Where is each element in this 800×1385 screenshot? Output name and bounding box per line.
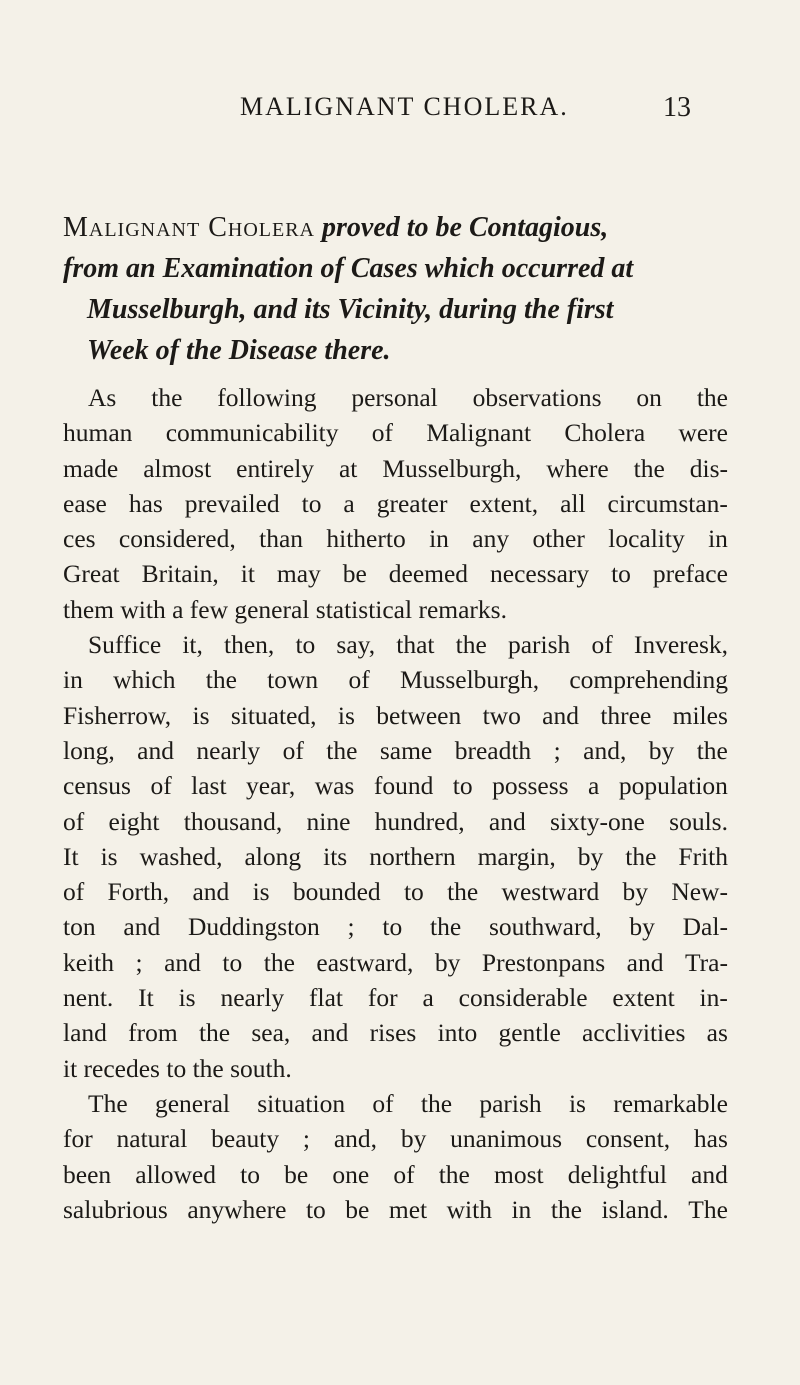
word: one: [332, 1159, 370, 1189]
page-number: 13: [663, 92, 691, 123]
word: allowed: [135, 1159, 217, 1189]
word: flat: [309, 983, 344, 1013]
heading-line-4: Week of the Disease there.: [87, 335, 391, 366]
word: along: [244, 841, 302, 871]
word: is: [337, 700, 355, 730]
word: long,: [63, 735, 115, 765]
word: is: [252, 877, 270, 907]
word: ;: [347, 912, 355, 942]
word: and: [626, 947, 664, 977]
word: with: [446, 1194, 492, 1224]
heading-line-3: Musselburgh, and its Vicinity, during the first: [87, 294, 614, 325]
word: into: [437, 1018, 478, 1048]
word: be: [342, 559, 367, 589]
word: has: [128, 488, 163, 518]
word: parish: [507, 630, 571, 660]
word: the: [633, 453, 665, 483]
word: the: [696, 383, 728, 412]
word: extent,: [469, 488, 539, 518]
text-line: [63, 415, 728, 450]
body-text: [63, 380, 728, 1227]
text-line: [63, 1086, 728, 1121]
text-line: [63, 768, 728, 803]
word: miles: [672, 700, 728, 730]
word: and: [311, 1018, 349, 1048]
text-line: [63, 945, 728, 980]
word: the: [438, 1159, 470, 1189]
word: and: [542, 700, 579, 730]
word: to: [452, 771, 473, 801]
word: in: [708, 524, 728, 554]
word: Musselburgh,: [382, 453, 522, 483]
word: the: [263, 947, 295, 977]
word: greater: [376, 488, 448, 518]
word: thousand,: [183, 806, 283, 836]
word: eight: [108, 806, 160, 836]
word: comprehending: [569, 665, 728, 695]
word: town: [267, 665, 319, 695]
word: extent: [612, 983, 675, 1013]
word: say,: [336, 630, 376, 660]
word: is: [568, 1088, 586, 1118]
text-line: [63, 380, 728, 415]
word: two: [482, 700, 521, 730]
word: to: [301, 488, 322, 518]
word: and: [192, 877, 230, 907]
word: land: [63, 1018, 107, 1048]
word: in-: [699, 983, 728, 1013]
word: parish: [479, 1088, 542, 1118]
word: which: [113, 665, 176, 695]
word: human: [63, 418, 133, 448]
running-head: [0, 92, 800, 132]
word: souls.: [669, 806, 728, 836]
word: Cholera: [564, 418, 646, 448]
word: Malignant: [426, 418, 532, 448]
text-line: [63, 1015, 728, 1050]
word: of: [372, 1088, 394, 1118]
word: keith: [63, 947, 114, 977]
word: of: [282, 735, 304, 765]
word: to: [295, 630, 316, 660]
word: and: [691, 1159, 728, 1189]
word: is: [192, 700, 210, 730]
text-line: them with a few general statistical remarks.: [63, 594, 507, 624]
word: it,: [182, 630, 203, 660]
word: Great: [63, 559, 120, 589]
word: ease: [63, 488, 107, 518]
word: acclivities: [582, 1018, 686, 1048]
word: is: [178, 983, 196, 1013]
word: the: [420, 1088, 453, 1118]
section-heading: [63, 207, 723, 371]
word: the: [455, 630, 487, 660]
word: Duddingston: [187, 912, 320, 942]
word: Inveresk,: [633, 630, 728, 660]
text-line: it recedes to the south.: [63, 1053, 292, 1083]
word: dis-: [689, 453, 728, 483]
word: it: [240, 559, 255, 589]
word: rises: [369, 1018, 417, 1048]
word: Prestonpans: [481, 947, 606, 977]
word: and,: [333, 1124, 378, 1154]
word: entirely: [236, 453, 315, 483]
word: by: [622, 877, 649, 907]
heading-line-2: from an Examination of Cases which occurred at: [63, 253, 634, 284]
word: anywhere: [187, 1194, 287, 1224]
word: It: [138, 983, 154, 1013]
word: to: [403, 877, 424, 907]
word: westward: [501, 877, 600, 907]
word: northern: [369, 841, 456, 871]
word: by: [434, 947, 461, 977]
word: by: [577, 841, 604, 871]
word: the: [696, 735, 728, 765]
heading-italic-1: proved to be Contagious,: [322, 212, 609, 243]
word: found: [373, 771, 434, 801]
word: be: [284, 1159, 309, 1189]
word: Britain,: [141, 559, 219, 589]
word: other: [532, 524, 585, 554]
word: and: [137, 735, 174, 765]
word: Musselburgh,: [399, 665, 540, 695]
text-line: [63, 486, 728, 521]
word: necessary: [490, 559, 590, 589]
word: census: [63, 771, 131, 801]
word: were: [678, 418, 728, 448]
word: the: [625, 841, 657, 871]
word: by: [400, 1124, 427, 1154]
word: sixty-one: [549, 806, 645, 836]
word: eastward,: [316, 947, 414, 977]
word: met: [388, 1194, 428, 1224]
word: a: [588, 771, 600, 801]
word: as: [706, 1018, 728, 1048]
word: Dal-: [682, 912, 728, 942]
word: Tra-: [685, 947, 728, 977]
text-line: [63, 556, 728, 591]
word: the: [198, 1018, 231, 1048]
word: the: [326, 735, 358, 765]
running-title: MALIGNANT CHOLERA.: [240, 92, 569, 121]
word: and: [164, 947, 201, 977]
word: beauty: [211, 1124, 280, 1154]
word: New-: [671, 877, 728, 907]
word: most: [494, 1159, 544, 1189]
word: locality: [608, 524, 685, 554]
word: Fisherrow,: [63, 700, 172, 730]
text-line: [63, 662, 728, 697]
word: be: [345, 1194, 370, 1224]
word: the: [205, 665, 237, 695]
word: to: [382, 912, 403, 942]
word: that: [396, 630, 435, 660]
word: made: [63, 453, 119, 483]
text-line: [63, 804, 728, 839]
word: natural: [116, 1124, 188, 1154]
word: any: [472, 524, 510, 554]
word: was: [314, 771, 355, 801]
word: of: [371, 418, 394, 448]
text-line: [63, 451, 728, 486]
heading-small-caps: Malignant Cholera: [63, 212, 315, 243]
word: salubrious: [63, 1194, 168, 1224]
word: communicability: [165, 418, 339, 448]
word: gentle: [498, 1018, 561, 1048]
word: from: [128, 1018, 178, 1048]
word: general: [154, 1088, 230, 1118]
word: ton: [63, 912, 96, 942]
word: where: [546, 453, 609, 483]
word: its: [323, 841, 348, 871]
word: a: [343, 488, 355, 518]
word: As: [88, 383, 117, 412]
word: island.: [601, 1194, 669, 1224]
word: consent,: [585, 1124, 671, 1154]
word: considered,: [118, 524, 236, 554]
word: following: [217, 383, 317, 412]
word: all: [560, 488, 586, 518]
word: unanimous: [450, 1124, 563, 1154]
word: nearly: [196, 735, 261, 765]
word: may: [276, 559, 321, 589]
word: considerable: [458, 983, 588, 1013]
word: for: [367, 983, 398, 1013]
word: preface: [652, 559, 728, 589]
word: breadth: [454, 735, 532, 765]
word: situated,: [230, 700, 317, 730]
word: washed,: [139, 841, 223, 871]
word: of: [63, 806, 85, 836]
word: of: [63, 877, 85, 907]
word: hitherto: [326, 524, 406, 554]
word: the: [151, 383, 183, 412]
word: The: [688, 1194, 728, 1224]
word: observations: [472, 383, 602, 412]
word: in: [511, 1194, 532, 1224]
text-line: [63, 909, 728, 944]
word: personal: [351, 383, 438, 412]
word: between: [376, 700, 462, 730]
word: southward,: [488, 912, 602, 942]
word: nent.: [63, 983, 114, 1013]
word: then,: [224, 630, 275, 660]
text-line: [63, 980, 728, 1015]
word: Forth,: [107, 877, 170, 907]
word: to: [222, 947, 243, 977]
word: of: [393, 1159, 415, 1189]
text-line: [63, 521, 728, 556]
word: of: [348, 665, 370, 695]
word: ;: [302, 1124, 311, 1154]
word: Suffice: [88, 630, 162, 660]
word: and,: [583, 735, 627, 765]
word: in: [63, 665, 83, 695]
word: and: [123, 912, 161, 942]
word: on: [636, 383, 662, 412]
word: The: [88, 1088, 128, 1118]
text-line: [63, 627, 728, 662]
word: is: [100, 841, 118, 871]
word: for: [63, 1124, 93, 1154]
word: the: [550, 1194, 582, 1224]
word: hundred,: [374, 806, 465, 836]
word: by: [648, 735, 675, 765]
word: by: [629, 912, 655, 942]
word: remarkable: [613, 1088, 728, 1118]
word: in: [429, 524, 449, 554]
word: the: [447, 877, 479, 907]
word: a: [422, 983, 434, 1013]
word: same: [379, 735, 433, 765]
text-line: [63, 733, 728, 768]
word: of: [591, 630, 613, 660]
word: It: [63, 841, 79, 871]
word: ;: [553, 735, 561, 765]
word: of: [150, 771, 172, 801]
word: margin,: [477, 841, 556, 871]
word: circumstan-: [607, 488, 728, 518]
word: the: [430, 912, 462, 942]
word: has: [693, 1124, 728, 1154]
word: at: [338, 453, 358, 483]
word: last: [191, 771, 227, 801]
word: ces: [63, 524, 96, 554]
word: three: [600, 700, 652, 730]
word: possess: [492, 771, 569, 801]
word: Frith: [678, 841, 728, 871]
text-line: [63, 874, 728, 909]
heading-line-1: [63, 207, 723, 248]
word: almost: [143, 453, 212, 483]
word: population: [618, 771, 728, 801]
word: deemed: [388, 559, 469, 589]
word: year,: [246, 771, 296, 801]
word: sea,: [251, 1018, 291, 1048]
word: prevailed: [184, 488, 280, 518]
text-line: [63, 698, 728, 733]
word: nine: [306, 806, 351, 836]
word: been: [63, 1159, 112, 1189]
word: ;: [135, 947, 143, 977]
text-line: [63, 1121, 728, 1156]
word: delightful: [567, 1159, 667, 1189]
text-line: [63, 1157, 728, 1192]
word: to: [240, 1159, 260, 1189]
text-line: [63, 839, 728, 874]
word: to: [611, 559, 631, 589]
word: than: [259, 524, 304, 554]
word: and: [488, 806, 526, 836]
word: nearly: [220, 983, 285, 1013]
word: situation: [257, 1088, 346, 1118]
word: bounded: [292, 877, 381, 907]
text-line: [63, 1192, 728, 1227]
word: to: [305, 1194, 326, 1224]
